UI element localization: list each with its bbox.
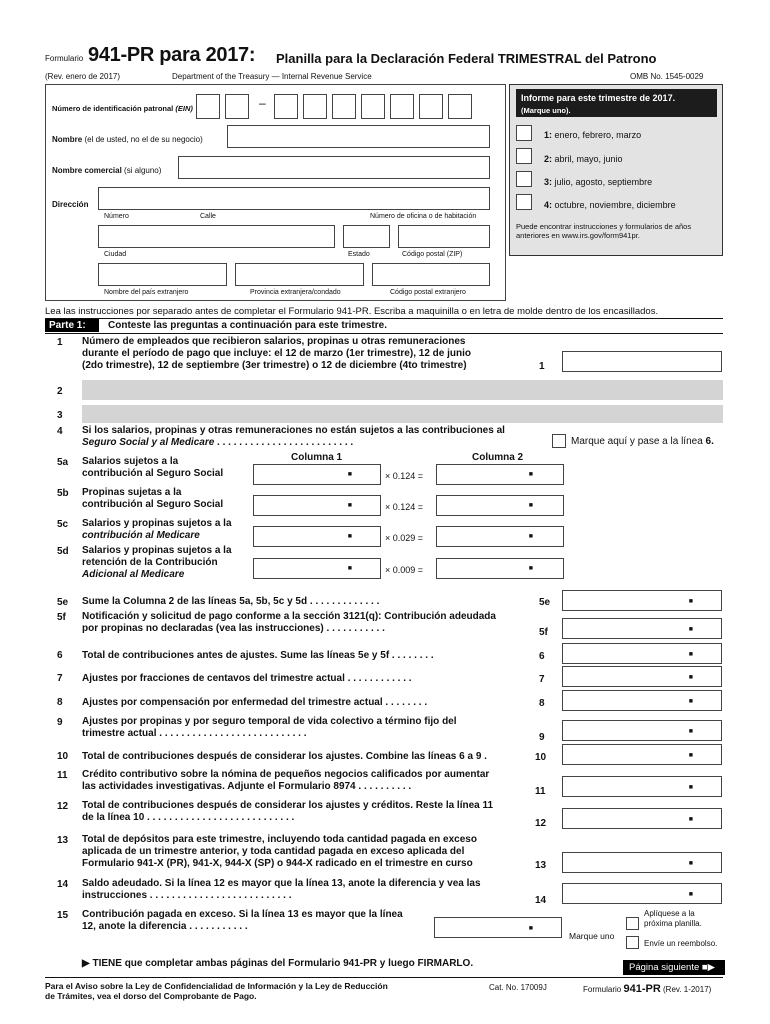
sub-zip: Código postal (ZIP) [402, 251, 463, 258]
next-page-button[interactable] [623, 960, 725, 975]
decimal-point: ■ [528, 565, 533, 572]
line-14-field[interactable] [562, 883, 722, 904]
line-12-ref: 12 [535, 818, 547, 829]
part1-badge: Parte 1: [49, 320, 86, 331]
decimal-point: ■ [528, 471, 533, 478]
postal-extranjero-field[interactable] [372, 263, 490, 286]
line-7-field[interactable] [562, 666, 722, 687]
line-11-ref: 11 [535, 786, 546, 797]
line-5d-column-2[interactable] [436, 558, 564, 579]
line-15-field[interactable] [434, 917, 562, 938]
line-14-number: 14 [57, 879, 69, 890]
line-13-field[interactable] [562, 852, 722, 873]
decimal-point: ■ [688, 860, 693, 867]
line-5e-field[interactable] [562, 590, 722, 611]
line-5a-text: Salarios sujetos a la contribución al Seguro Social [82, 456, 224, 479]
line-5e-number: 5e [57, 597, 69, 608]
send-refund-label: Envíe un reembolso. [644, 939, 718, 948]
privacy-notice: Para el Aviso sobre la Ley de Confidencialidad de Información y la Ley de Reducción de Trámites, vea el dorso del Comprobante de Pago. [45, 981, 388, 1001]
next-page-label: Página siguiente ■▶ [629, 962, 715, 973]
sub-postal: Código postal extranjero [390, 289, 466, 296]
ciudad-field[interactable] [98, 225, 335, 248]
line-11-field[interactable] [562, 776, 722, 797]
form-title: Planilla para la Declaración Federal TRIMESTRAL del Patrono [276, 51, 657, 66]
line-6-number: 6 [57, 650, 63, 661]
decimal-point: ■ [347, 565, 352, 572]
line-4-number: 4 [57, 426, 63, 437]
decimal-point: ■ [528, 533, 533, 540]
send-refund-checkbox[interactable] [626, 936, 639, 949]
form-number: 941-PR para 2017: [88, 44, 256, 66]
line-12-number: 12 [57, 801, 69, 812]
line-9-ref: 9 [539, 732, 545, 743]
line-3-number: 3 [57, 410, 63, 421]
line-8-ref: 8 [539, 698, 545, 709]
line-5e-text: Sume la Columna 2 de las líneas 5a, 5b, 5c y 5d . . . . . . . . . . . . . [82, 596, 380, 607]
decimal-point: ■ [688, 651, 693, 658]
decimal-point: ■ [528, 502, 533, 509]
footer-form-ref: Formulario 941-PR (Rev. 1-2017) [583, 983, 712, 995]
decimal-point: ■ [688, 598, 693, 605]
line-5c-column-1[interactable] [253, 526, 381, 547]
line-5c-text: Salarios y propinas sujetos a la contribución al Medicare [82, 518, 232, 541]
sub-estado: Estado [348, 251, 370, 258]
direccion-label: Dirección [52, 200, 89, 209]
line-5a-rate: × 0.124 = [385, 471, 424, 481]
line-5c-rate: × 0.029 = [385, 533, 424, 543]
line-5a-column-2[interactable] [436, 464, 564, 485]
line-5d-rate: × 0.009 = [385, 565, 424, 575]
line-4-text: Si los salarios, propinas y otras remuneraciones no están sujetos a las contribuciones al Seguro Social y al Medicare . . . . . . . . . . . . . . . . . . . . . . . . . [82, 425, 505, 448]
provincia-extranjera-field[interactable] [235, 263, 364, 286]
pais-extranjero-field[interactable] [98, 263, 227, 286]
ein-digit-9[interactable] [448, 94, 472, 119]
ein-digit-1[interactable] [196, 94, 220, 119]
sub-calle: Calle [200, 213, 216, 220]
ein-digit-5[interactable] [332, 94, 356, 119]
nombre-field[interactable] [227, 125, 490, 148]
line-7-text: Ajustes por fracciones de centavos del trimestre actual . . . . . . . . . . . . [82, 673, 412, 684]
line-5b-text: Propinas sujetas a la contribución al Seguro Social [82, 487, 224, 510]
line-1-ref: 1 [539, 361, 545, 372]
apply-next-return-label: Aplíquese a la próxima planilla. [644, 909, 702, 928]
line-10-text: Total de contribuciones después de considerar los ajustes. Combine las líneas 6 a 9 . [82, 751, 487, 762]
line-11-number: 11 [57, 770, 68, 781]
omb-number: OMB No. 1545-0029 [630, 72, 704, 81]
line-5e-ref: 5e [539, 597, 551, 608]
line-6-ref: 6 [539, 651, 545, 662]
line-6-field[interactable] [562, 643, 722, 664]
nombre-label: Nombre (el de usted, no el de su negocio) [52, 135, 203, 144]
estado-field[interactable] [343, 225, 390, 248]
part1-title: Conteste las preguntas a continuación para este trimestre. [108, 320, 387, 331]
line-12-text: Total de contribuciones después de considerar los ajustes y créditos. Reste la línea 11 de la línea 10 . . . . . . . . . . . . . . . . . . . . . . . . . . . [82, 800, 494, 823]
direccion-street-field[interactable] [98, 187, 490, 210]
quarter-1-checkbox[interactable] [516, 125, 532, 141]
line-2-number: 2 [57, 386, 63, 397]
decimal-point: ■ [688, 698, 693, 705]
decimal-point: ■ [347, 502, 352, 509]
quarter-note-1: Puede encontrar instrucciones y formularios de años [516, 222, 692, 231]
line-7-ref: 7 [539, 674, 545, 685]
decimal-point: ■ [688, 752, 693, 759]
zip-field[interactable] [398, 225, 490, 248]
line-5d-text: Salarios y propinas sujetos a la retención de la Contribución Adicional al Medicare [82, 545, 232, 580]
sub-ciudad: Ciudad [104, 251, 127, 258]
line-8-field[interactable] [562, 690, 722, 711]
line-2-shaded [82, 380, 723, 400]
line-5b-column-2[interactable] [436, 495, 564, 516]
cat-number: Cat. No. 17009J [489, 983, 547, 992]
decimal-point: ■ [688, 784, 693, 791]
quarter-note-2: anteriores en www.irs.gov/form941pr. [516, 231, 640, 240]
line-5c-column-2[interactable] [436, 526, 564, 547]
line-1-text: Número de empleados que recibieron salarios, propinas u otras remuneraciones durante el período de pago que incluye: el 12 de marzo (1er trimestre), 12 de junio (2do trimestre), 12 de septiembre (3er trimestre) o 12 de diciembre (4to trimestre) [82, 336, 471, 371]
line-4-check-label: Marque aquí y pase a la línea 6. [571, 436, 714, 447]
part1-rule [45, 318, 723, 319]
must-sign-note: ▶ TIENE que completar ambas páginas del Formulario 941-PR y luego FIRMARLO. [82, 958, 474, 969]
sub-oficina: Número de oficina o de habitación [370, 213, 477, 220]
line-5b-rate: × 0.124 = [385, 502, 424, 512]
line-15-number: 15 [57, 910, 69, 921]
line-13-ref: 13 [535, 860, 547, 871]
decimal-point: ■ [688, 891, 693, 898]
line-5d-number: 5d [57, 546, 69, 557]
line-10-field[interactable] [562, 744, 722, 765]
nombre-comercial-label: Nombre comercial (si alguno) [52, 166, 162, 175]
sub-numero: Número [104, 213, 129, 220]
ein-digit-3[interactable] [274, 94, 298, 119]
line-7-number: 7 [57, 673, 63, 684]
ein-digit-7[interactable] [390, 94, 414, 119]
line-5d-column-1[interactable] [253, 558, 381, 579]
line-5f-field[interactable] [562, 618, 722, 639]
sub-pais: Nombre del país extranjero [104, 289, 189, 296]
ein-digit-8[interactable] [419, 94, 443, 119]
line-8-number: 8 [57, 697, 63, 708]
ein-dash: – [259, 96, 266, 110]
line-10-number: 10 [57, 751, 69, 762]
sub-provincia: Provincia extranjera/condado [250, 289, 341, 296]
decimal-point: ■ [688, 674, 693, 681]
line-15-marque-uno: Marque uno [569, 931, 615, 941]
line-13-number: 13 [57, 835, 69, 846]
line-14-ref: 14 [535, 895, 547, 906]
line-15-text: Contribución pagada en exceso. Si la línea 13 es mayor que la línea 12, anote la diferencia . . . . . . . . . . . [82, 909, 403, 932]
ein-digit-6[interactable] [361, 94, 385, 119]
decimal-point: ■ [528, 925, 533, 932]
quarter-3-label: 3: julio, agosto, septiembre [544, 177, 653, 187]
decimal-point: ■ [688, 728, 693, 735]
line-9-text: Ajustes por propinas y por seguro temporal de vida colectivo a término fijo del trimestre actual . . . . . . . . . . . . . . . . . . . . . . . . . . . [82, 716, 457, 739]
nombre-comercial-field[interactable] [178, 156, 490, 179]
decimal-point: ■ [347, 471, 352, 478]
line-4-checkbox[interactable] [552, 434, 566, 448]
line-1-field[interactable] [562, 351, 722, 372]
line-13-text: Total de depósitos para este trimestre, incluyendo toda cantidad pagada en exceso aplicada de un trimestre anterior, y toda cantidad pagada en exceso aplicada del Formulario 941-X (PR), 941-X, 944-X (SP) o 944-X radicado en el trimestre en curso [82, 834, 477, 869]
line-3-shaded [82, 405, 723, 423]
quarter-2-label: 2: abril, mayo, junio [544, 154, 623, 164]
ein-digit-4[interactable] [303, 94, 327, 119]
ein-digit-2[interactable] [225, 94, 249, 119]
quarter-4-label: 4: octubre, noviembre, diciembre [544, 200, 676, 210]
revision-date: (Rev. enero de 2017) [45, 72, 121, 81]
formulario-label: Formulario [45, 54, 84, 63]
quarter-2-checkbox[interactable] [516, 148, 532, 164]
quarter-1-label: 1: enero, febrero, marzo [544, 130, 642, 140]
line-5f-number: 5f [57, 612, 66, 623]
column-1-header: Columna 1 [291, 452, 343, 463]
line-5c-number: 5c [57, 519, 69, 530]
line-1-number: 1 [57, 337, 63, 348]
quarter-title: Informe para este trimestre de 2017. [521, 93, 676, 103]
decimal-point: ■ [688, 626, 693, 633]
line-11-text: Crédito contributivo sobre la nómina de pequeños negocios calificados por aumentar las actividades investigativas. Adjunte el Formulario 8974 . . . . . . . . . . [82, 769, 490, 792]
line-8-text: Ajustes por compensación por enfermedad del trimestre actual . . . . . . . . [82, 697, 428, 708]
ein-label: Número de identificación patronal (EIN) [52, 104, 193, 113]
line-6-text: Total de contribuciones antes de ajustes. Sume las líneas 5e y 5f . . . . . . . . [82, 650, 434, 661]
decimal-point: ■ [347, 533, 352, 540]
footer-rule [45, 977, 723, 978]
apply-next-return-checkbox[interactable] [626, 917, 639, 930]
quarter-3-checkbox[interactable] [516, 171, 532, 187]
column-2-header: Columna 2 [472, 452, 524, 463]
line-9-number: 9 [57, 717, 63, 728]
quarter-subtitle: (Marque uno). [521, 106, 571, 115]
line-5a-column-1[interactable] [253, 464, 381, 485]
line-14-text: Saldo adeudado. Si la línea 12 es mayor que la línea 13, anote la diferencia y vea las instrucciones . . . . . . . . . . . . . . . . . . . . . . . . . . [82, 878, 481, 901]
department: Department of the Treasury — Internal Revenue Service [172, 72, 372, 81]
line-5b-column-1[interactable] [253, 495, 381, 516]
line-5a-number: 5a [57, 457, 69, 468]
line-5f-ref: 5f [539, 627, 548, 638]
line-5b-number: 5b [57, 488, 69, 499]
quarter-4-checkbox[interactable] [516, 194, 532, 210]
line-9-field[interactable] [562, 720, 722, 741]
line-5f-text: Notificación y solicitud de pago conforme a la sección 3121(q): Contribución adeudada por propinas no declaradas (vea las instrucciones) . . . . . . . . . . . [82, 611, 496, 634]
decimal-point: ■ [688, 816, 693, 823]
line-10-ref: 10 [535, 752, 547, 763]
line-12-field[interactable] [562, 808, 722, 829]
part1-rule-bottom [45, 333, 723, 334]
instructions-line: Lea las instrucciones por separado antes de completar el Formulario 941-PR. Escriba a maquinilla o en letra de molde dentro de los encasillados. [45, 306, 659, 317]
